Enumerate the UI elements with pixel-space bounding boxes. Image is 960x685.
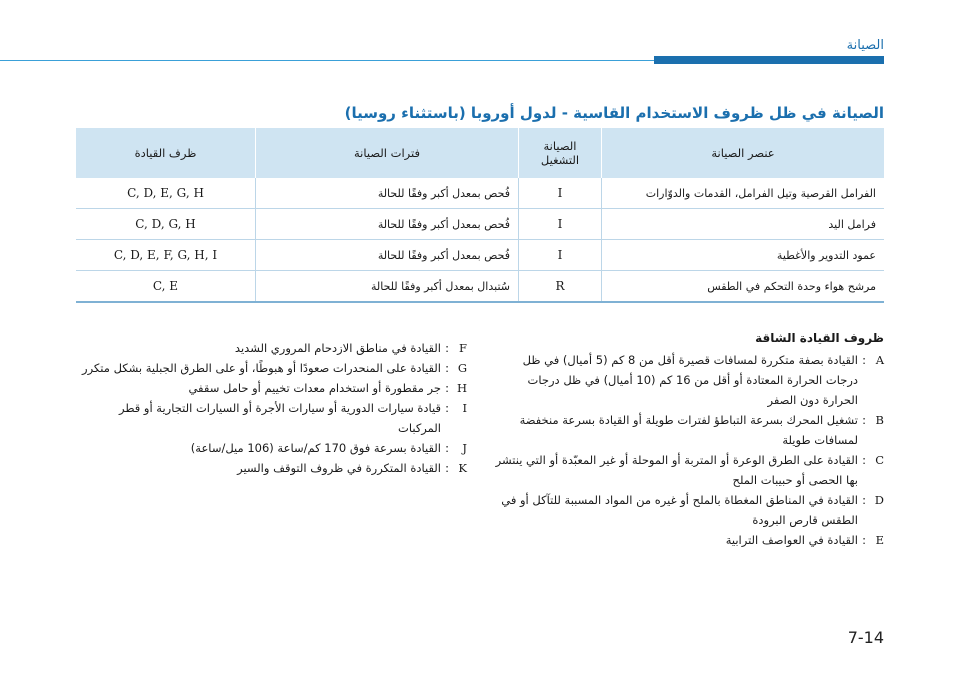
note-text: القيادة بصفة متكررة لمسافات قصيرة أقل من 8 كم (5 أميال) في ظل درجات الحرارة المعتادة أو أقل من 16 كم (10 أميال) في ظل درجات الحرارة دون الصفر	[522, 353, 858, 407]
cell-interval: فُحص بمعدل أكبر وفقًا للحالة	[256, 209, 519, 240]
note-key: E	[875, 533, 884, 547]
table-row	[76, 240, 884, 271]
cell-condition: C, D, E, G, H	[76, 178, 256, 209]
note-item: B : تشغيل المحرك بسرعة التباطؤ لفترات طويلة أو القيادة بسرعة منخفضة لمسافات طويلة	[493, 410, 884, 450]
note-key: C	[875, 453, 884, 467]
col-header-operation: الصيانة التشغيل	[519, 128, 602, 178]
cell-item: الفرامل القرصية وتيل الفرامل، القدمات والدوّارات	[602, 178, 885, 209]
cell-item: فرامل اليد	[602, 209, 885, 240]
notes-title: ظروف القيادة الشاقة	[755, 331, 884, 345]
note-key: G	[457, 361, 467, 375]
cell-item: مرشح هواء وحدة التحكم في الطقس	[602, 271, 885, 303]
table-row	[76, 271, 884, 303]
note-text: قيادة سيارات الدورية أو سيارات الأجرة أو السيارات التجارية أو قطر المركبات	[118, 401, 441, 435]
table-row	[76, 178, 884, 209]
note-text: تشغيل المحرك بسرعة التباطؤ لفترات طويلة أو القيادة بسرعة منخفضة لمسافات طويلة	[519, 413, 858, 447]
note-text: القيادة بسرعة فوق 170 كم/ساعة (106 ميل/ساعة)	[190, 441, 441, 455]
cell-condition: C, D, G, H	[76, 209, 256, 240]
note-item: D : القيادة في المناطق المغطاة بالملح أو غيره من المواد المسببة للتآكل أو في الطقس قارص البرودة	[493, 490, 884, 530]
note-item: K : القيادة المتكررة في ظروف التوقف والسير	[76, 458, 467, 478]
col-header-item: عنصر الصيانة	[602, 128, 885, 178]
table-header-row	[76, 128, 884, 178]
notes-section	[76, 328, 884, 550]
note-key: D	[874, 493, 884, 507]
cell-operation: I	[519, 240, 602, 271]
note-item: A : القيادة بصفة متكررة لمسافات قصيرة أقل من 8 كم (5 أميال) في ظل درجات الحرارة المعتادة أو أقل من 16 كم (10 أميال) في ظل درجات الحرارة دون الصفر	[493, 350, 884, 410]
note-text: القيادة في مناطق الازدحام المروري الشديد	[234, 341, 441, 355]
table-row	[76, 209, 884, 240]
note-text: القيادة على الطرق الوعرة أو المتربة أو الموحلة أو غير المعبّدة أو التي ينتشر بها الحصى أو حبيبات الملح	[495, 453, 858, 487]
note-text: القيادة في العواصف الترابية	[725, 533, 858, 547]
cell-condition: C, D, E, F, G, H, I	[76, 240, 256, 271]
note-key: H	[456, 381, 467, 395]
note-key: J	[462, 441, 467, 455]
maintenance-table	[76, 128, 884, 303]
cell-operation: R	[519, 271, 602, 303]
note-key: F	[459, 341, 467, 355]
note-item: J : القيادة بسرعة فوق 170 كم/ساعة (106 ميل/ساعة)	[76, 438, 467, 458]
note-item: E : القيادة في العواصف الترابية	[493, 530, 884, 550]
note-text: جر مقطورة أو استخدام معدات تخييم أو حامل سقفي	[188, 381, 441, 395]
note-item: C : القيادة على الطرق الوعرة أو المتربة أو الموحلة أو غير المعبّدة أو التي ينتشر بها الحصى أو حبيبات الملح	[493, 450, 884, 490]
col-header-condition: ظرف القيادة	[76, 128, 256, 178]
note-text: القيادة المتكررة في ظروف التوقف والسير	[237, 461, 441, 475]
note-key: K	[458, 461, 467, 475]
note-item: G : القيادة على المنحدرات صعودًا أو هبوطًا، أو على الطرق الجبلية بشكل متكرر	[76, 358, 467, 378]
page-number: 7-14	[847, 628, 884, 647]
note-key: I	[462, 401, 467, 415]
notes-left-column	[76, 328, 467, 550]
notes-right-column	[493, 328, 884, 550]
note-key: A	[875, 353, 884, 367]
cell-interval: فُحص بمعدل أكبر وفقًا للحالة	[256, 178, 519, 209]
note-text: القيادة في المناطق المغطاة بالملح أو غيره من المواد المسببة للتآكل أو في الطقس قارص البرودة	[501, 493, 858, 527]
cell-interval: سُتبدال بمعدل أكبر وفقًا للحالة	[256, 271, 519, 303]
note-item: H : جر مقطورة أو استخدام معدات تخييم أو حامل سقفي	[76, 378, 467, 398]
cell-operation: I	[519, 209, 602, 240]
cell-condition: C, E	[76, 271, 256, 303]
note-item: I : قيادة سيارات الدورية أو سيارات الأجرة أو السيارات التجارية أو قطر المركبات	[76, 398, 467, 438]
header-title: الصيانة	[846, 38, 884, 53]
note-text: القيادة على المنحدرات صعودًا أو هبوطًا، أو على الطرق الجبلية بشكل متكرر	[82, 361, 441, 375]
cell-interval: فُحص بمعدل أكبر وفقًا للحالة	[256, 240, 519, 271]
col-header-interval: فترات الصيانة	[256, 128, 519, 178]
header-accent-bar	[654, 56, 884, 64]
note-key: B	[875, 413, 884, 427]
cell-operation: I	[519, 178, 602, 209]
section-title: الصيانة في ظل ظروف الاستخدام القاسية - لدول أوروبا (باستثناء روسيا)	[344, 104, 884, 122]
note-item: F : القيادة في مناطق الازدحام المروري الشديد	[76, 338, 467, 358]
cell-item: عمود التدوير والأغطية	[602, 240, 885, 271]
